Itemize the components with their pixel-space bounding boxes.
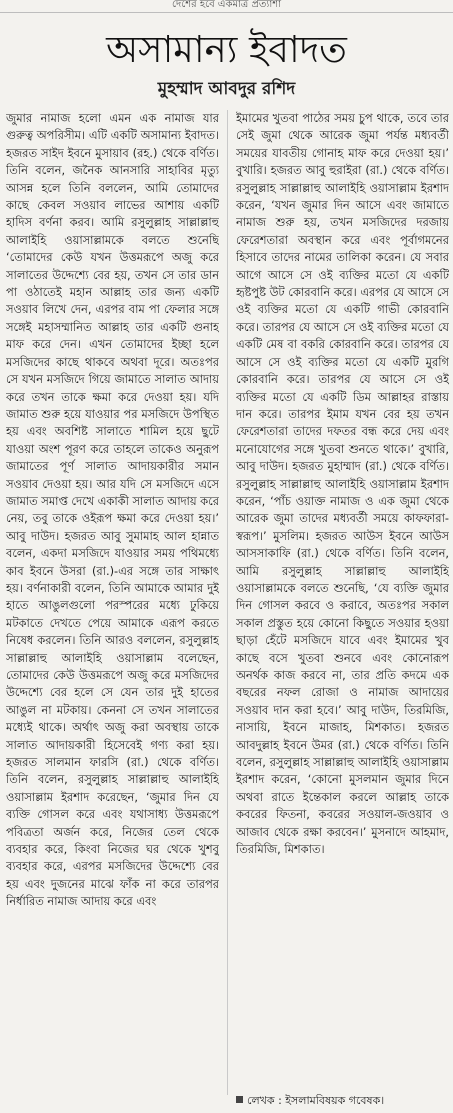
article-column-left bbox=[6, 110, 219, 1095]
article-author: মুহম্মাদ আবদুর রশিদ bbox=[157, 79, 296, 99]
column-divider bbox=[227, 110, 228, 1095]
writer-note bbox=[236, 1092, 449, 1110]
article-column-right bbox=[236, 110, 449, 1095]
previous-article-strip: দেশের হবে একমাত্র প্রত্যাশা bbox=[0, 0, 453, 13]
article-title: অসামান্য ইবাদত bbox=[106, 28, 347, 71]
article-body-right: ইমামের খুতবা পাঠের সময় চুপ থাকে, তবে তার সেই জুমা থেকে আরেক জুমা পর্যন্ত মধ্যবর্তী সময়ের যাবতীয় গোনাহ মাফ করে দেওয়া হয়।’ বুখারি। হজরত আবু হুরাইরা (রা.) থেকে বর্ণিত। রসুলুল্লাহ সাল্লাল্লাহু আলাইহি ওয়াসাল্লাম ইরশাদ করেন, ‘যখন জুমার দিন আসে এবং জামাতে নামাজ শুরু হয়, তখন মসজিদের দরজায় ফেরেশতারা অবস্থান করে এবং পূর্বাগমনের হিসাবে তাদের নামের তালিকা করেন। যে সবার আগে আসে সে ওই ব্যক্তির মতো যে একটি হৃষ্টপুষ্ট উট কোরবানি করে। এরপর যে আসে সে ওই ব্যক্তির মতো যে একটি গাভী কোরবানি করে। তারপর যে আসে সে ওই ব্যক্তির মতো যে একটি মেষ বা বকরি কোরবানি করে। তারপর যে আসে সে ওই ব্যক্তির মতো যে একটি মুরগি কোরবানি করে। তারপর যে আসে সে ওই ব্যক্তির মতো যে একটি ডিম আল্লাহর রাস্তায় দান করে। তারপর ইমাম যখন বের হয় তখন ফেরেশতারা তাদের দফতর বন্ধ করে দেয় এবং মনোযোগের সঙ্গে খুতবা শুনতে থাকে।’ বুখারি, আবু দাউদ। হজরত মুহাম্মাদ (রা.) থেকে বর্ণিত। রসুলুল্লাহ সাল্লাল্লাহু আলাইহি ওয়াসাল্লাম ইরশাদ করেন, ‘পাঁচ ওয়াক্ত নামাজ ও এক জুমা থেকে আরেক জুমা তাদের মধ্যবর্তী সময়ে কাফফারা-স্বরূপ।’ মুসলিম। হজরত আউস ইবনে আউস আসসাকাফি (রা.) থেকে বর্ণিত। তিনি বলেন, আমি রসুলুল্লাহ সাল্লাল্লাহু আলাইহি ওয়াসাল্লামকে বলতে শুনেছি, ‘যে ব্যক্তি জুমার দিন গোসল করবে ও করাবে, অতঃপর সকাল সকাল প্রস্তুত হয়ে কোনো কিছুতে সওয়ার হওয়া ছাড়া হেঁটে মসজিদে যাবে এবং ইমামের খুব কাছে বসে খুতবা শুনবে এবং কোনোরূপ অনর্থক কাজ করবে না, তার প্রতি কদমে এক বছরের নফল রোজা ও নামাজ আদায়ের সওয়াব দান করা হবে।’ আবু দাউদ, তিরমিজি, নাসায়ি, ইবনে মাজাহ, মিশকাত। হজরত আবদুল্লাহ ইবনে উমর (রা.) থেকে বর্ণিত। তিনি বলেন, রসুলুল্লাহ সাল্লাল্লাহু আলাইহি ওয়াসাল্লাম ইরশাদ করেন, ‘কোনো মুসলমান জুমার দিনে অথবা রাতে ইন্তেকাল করলে আল্লাহ তাকে কবরের ফিতনা, কবরের সওয়াল-জওয়াব ও আজাব থেকে রক্ষা করবেন।’ মুসনাদে আহমাদ, তিরমিজি, মিশকাত। bbox=[236, 111, 449, 857]
writer-note-text: লেখক : ইসলামবিষয়ক গবেষক। bbox=[247, 1094, 385, 1107]
article-body-left: জুমার নামাজ হলো এমন এক নামাজ যার গুরুত্ব অপরিসীম। এটি একটি অসামান্য ইবাদত। হজরত সাইদ ইবনে মুসায়াব (রহ.) থেকে বর্ণিত। তিনি বলেন, জনৈক আনসারি সাহাবির মৃত্যু আসন্ন হলে তিনি বললেন, আমি তোমাদের কাছে কেবল সওয়াব লাভের আশায় একটি হাদিস বর্ণনা করব। আমি রসুলুল্লাহ সাল্লাল্লাহু আলাইহি ওয়াসাল্লামকে বলতে শুনেছি ‘তোমাদের কেউ যখন উত্তমরূপে অজু করে সালাতের উদ্দেশ্যে বের হয়, তখন সে তার ডান পা ওঠাতেই মহান আল্লাহ তার জন্য একটি সওয়াব লিখে দেন, এরপর বাম পা ফেলার সঙ্গে সঙ্গেই মহাসম্মানিত আল্লাহ তার একটি গুনাহ মাফ করে দেন। এখন তোমাদের ইচ্ছা হলে মসজিদের কাছে থাকবে অথবা দূরে। অতঃপর সে যখন মসজিদে গিয়ে জামাতে সালাত আদায় করে তখন তাকে ক্ষমা করে দেওয়া হয়। যদি জামাত শুরু হয়ে যাওয়ার পর মসজিদে উপস্থিত হয় এবং অবশিষ্ট সালাতে শামিল হয়ে ছুটে যাওয়া অংশ পূরণ করে তাহলে তাকেও অনুরূপ জামাতের পূর্ণ সালাত আদায়কারীর সমান সওয়াব দেওয়া হয়। আর যদি সে মসজিদে এসে জামাত সমাপ্ত দেখে একাকী সালাত আদায় করে নেয়, তবু তাকে ওইরূপ ক্ষমা করে দেওয়া হয়।’ আবু দাউদ। হজরত আবু সুমামাহ আল হান্নাত বলেন, একদা মসজিদে যাওয়ার সময় পথিমধ্যে কাব ইবনে উসরা (রা.)-এর সঙ্গে তার সাক্ষাৎ হয়। বর্ণনাকারী বলেন, তিনি আমাকে আমার দুই হাতে আঙুলগুলো পরস্পরের মধ্যে ঢুকিয়ে মটকাতে দেখতে পেয়ে আমাকে এরূপ করতে নিষেধ করলেন। তিনি আরও বললেন, রসুলুল্লাহ সাল্লাল্লাহু আলাইহি ওয়াসাল্লাম বলেছেন, তোমাদের কেউ উত্তমরূপে অজু করে মসজিদের উদ্দেশ্যে বের হলে সে যেন তার দুই হাতের আঙুল না মটকায়। কেননা সে তখন সালাতের মধ্যেই থাকে। অর্থাৎ অজু করা অবস্থায় তাকে সালাত আদায়কারী হিসেবেই গণ্য করা হয়। হজরত সালমান ফারসি (রা.) থেকে বর্ণিত। তিনি বলেন, রসুলুল্লাহ সাল্লাল্লাহু আলাইহি ওয়াসাল্লাম ইরশাদ করেছেন, ‘জুমার দিন যে ব্যক্তি গোসল করে এবং যথাসাধ্য উত্তমরূপে পবিত্রতা অর্জন করে, নিজের তেল থেকে ব্যবহার করে, কিংবা নিজের ঘর থেকে খুশবু ব্যবহার করে, এরপর মসজিদের উদ্দেশ্যে বের হয় এবং দুজনের মাঝে ফাঁক না করে তারপর নির্ধারিত নামাজ আদায় করে এবং bbox=[6, 111, 219, 909]
square-bullet-icon bbox=[236, 1096, 243, 1103]
